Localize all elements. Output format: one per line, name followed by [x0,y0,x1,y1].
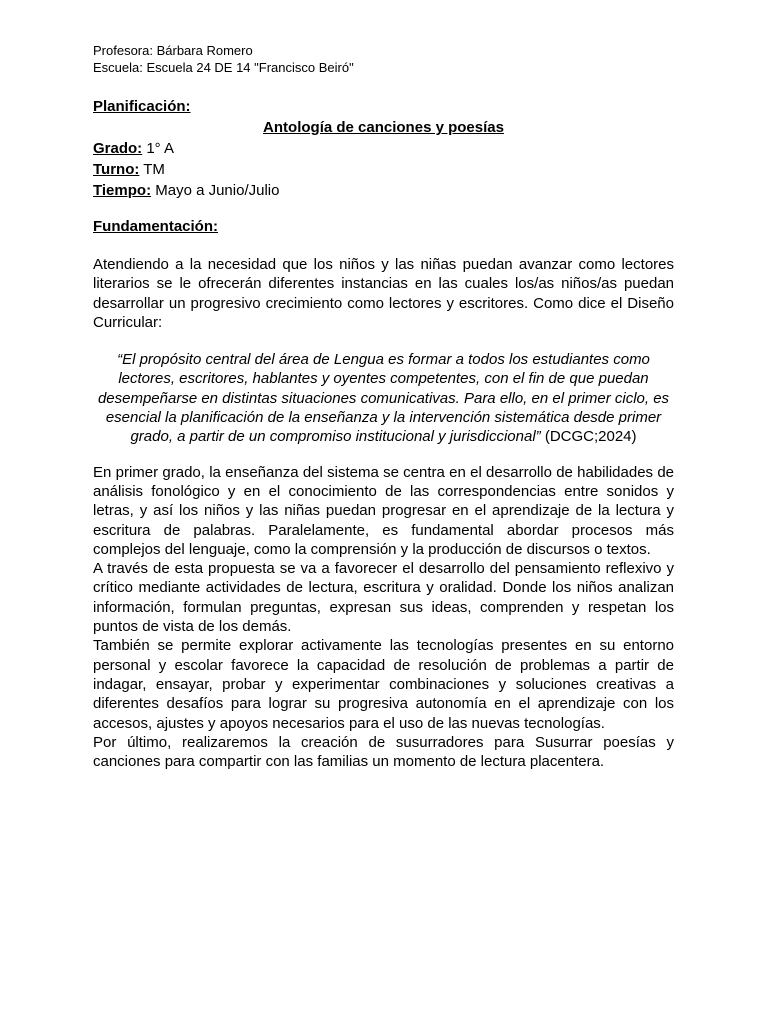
final-paragraph: Por último, realizaremos la creación de susurradores para Susurrar poesías y canciones para compartir con las familias un momento de lectura placentera. [93,733,674,771]
planning-heading: Planificación: [93,98,191,115]
time-field [93,180,674,201]
grade-value: 1° A [142,140,175,157]
quote-citation: (DCGC;2024) [540,428,637,446]
document-title: Antología de canciones y poesías [263,119,504,136]
first-grade-paragraph: En primer grado, la enseñanza del sistema se centra en el desarrollo de habilidades de análisis fonológico y en el conocimiento de las correspondencias entre sonidos y letras, y así los niños y las niñas puedan progresar en el aprendizaje de la lectura y escritura de palabras. Paralelamente, es fundamental abordar procesos más complejos del lenguaje, como la comprensión y la producción de discursos o textos. [93,463,674,558]
shift-value: TM [139,161,165,178]
time-value: Mayo a Junio/Julio [151,182,280,199]
section-title: Fundamentación: [93,218,219,235]
proposal-paragraph: A través de esta propuesta se va a favorecer el desarrollo del pensamiento reflexivo y crítico mediante actividades de lectura, escritura y oralidad. Donde los niños analizan información, formulan preguntas, expresan sus ideas, comprenden y respetan los puntos de vista de los demás. [93,560,674,636]
shift-label: Turno: [93,161,140,178]
technology-paragraph: También se permite explorar activamente las tecnologías presentes en su entorno personal y escolar favorece la capacidad de resolución de problemas a partir de indagar, ensayar, probar y experimentar combinaciones y soluciones creativas a diferentes desafíos para lograr su progresiva autonomía en el aprendizaje con los accesos, ajustes y apoyos necesarios para el uso de las nuevas tecnologías. [93,637,674,732]
intro-paragraph: Atendiendo a la necesidad que los niños y las niñas puedan avanzar como lectores literarios se le ofrecerán diferentes instancias en las cuales los/as niños/as puedan desarrollar un progresivo crecimiento como lectores y escritores. Como dice el Diseño Curricular: [93,256,674,331]
time-label: Tiempo: [93,182,152,199]
teacher-line: Profesora: Bárbara Romero [93,43,253,58]
shift-field [93,159,674,180]
grade-field [93,138,674,159]
grade-label: Grado: [93,140,143,157]
school-line: Escuela: Escuela 24 DE 14 "Francisco Beiró" [93,60,354,75]
document-header [93,42,674,76]
curriculum-quote [93,350,674,446]
planning-block [93,96,674,201]
quote-text: “El propósito central del área de Lengua es formar a todos los estudiantes como lectores, escritores, hablantes y oyentes competentes, con el fin de que puedan desempeñarse en distintas situaciones comunicativas. Para ello, en el primer ciclo, es esencial la planificación de la enseñanza y la intervención sistemática desde primer grado, a partir de un compromiso institucional y jurisdiccional” [97,351,670,446]
